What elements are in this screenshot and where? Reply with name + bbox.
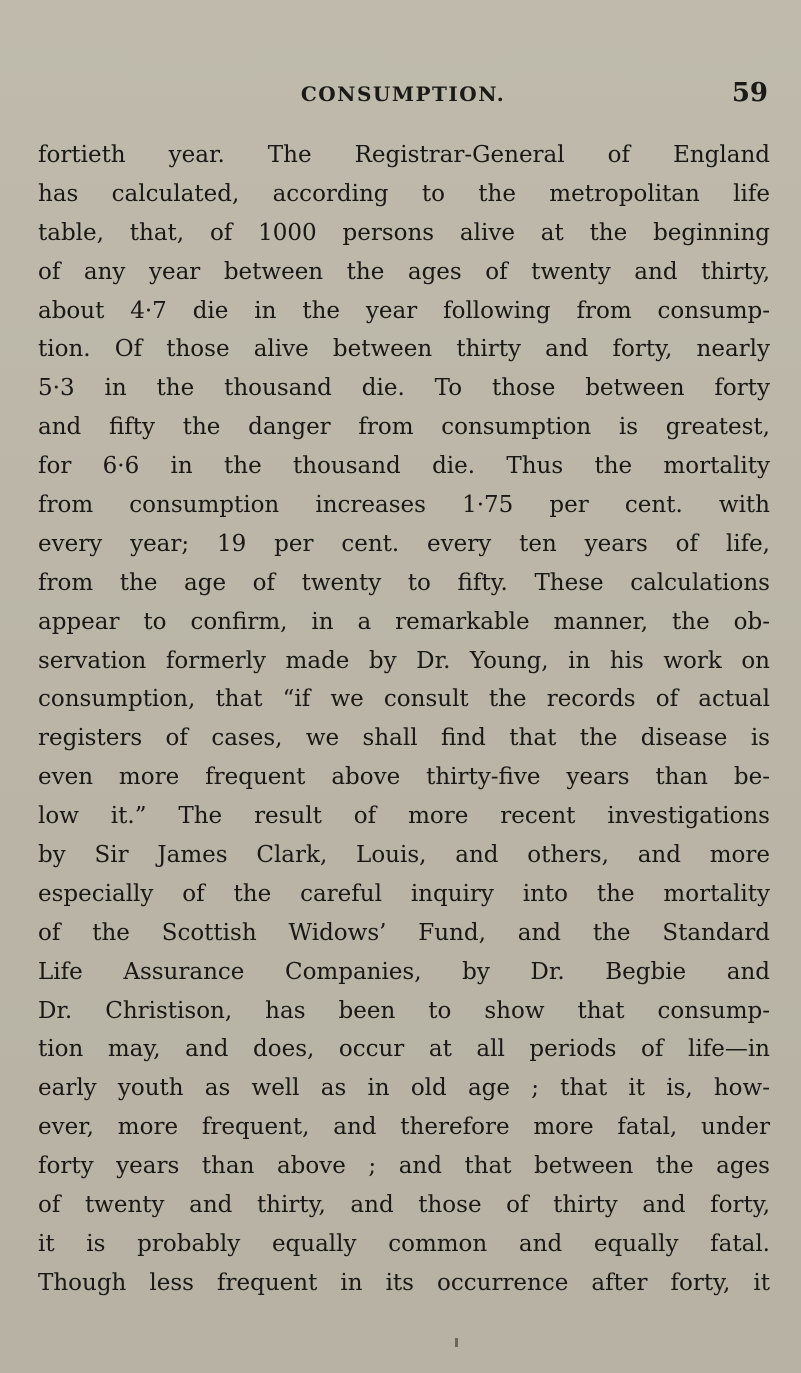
text-line: fortieth year. The Registrar-General of England — [38, 142, 770, 168]
text-line: appear to confirm, in a remarkable manner, the ob- — [38, 608, 770, 635]
text-line: consumption, that “if we consult the records of actual — [38, 686, 770, 713]
print-fleck — [455, 1338, 458, 1347]
text-line: and fifty the danger from consumption is greatest, — [38, 414, 770, 441]
text-line: by Sir James Clark, Louis, and others, and more — [38, 842, 770, 869]
text-line: it is probably equally common and equally fatal. — [38, 1230, 770, 1257]
text-line: 5·3 in the thousand die. To those between forty — [38, 375, 770, 402]
text-line: every year; 19 per cent. every ten years of life, — [38, 530, 770, 557]
running-title: CONSUMPTION. — [300, 82, 506, 106]
text-line: Though less frequent in its occurrence after forty, it — [38, 1269, 770, 1296]
text-line: has calculated, according to the metropolitan life — [38, 180, 770, 207]
text-line: of twenty and thirty, and those of thirty and forty, — [38, 1192, 770, 1219]
text-line: about 4·7 die in the year following from consump- — [38, 297, 770, 324]
text-line: from consumption increases 1·75 per cent. with — [38, 492, 770, 519]
text-line: registers of cases, we shall find that the disease is — [38, 725, 770, 752]
text-line: Dr. Christison, has been to show that consump- — [38, 997, 770, 1024]
text-line: table, that, of 1000 persons alive at the beginning — [38, 219, 770, 246]
running-head — [38, 78, 768, 108]
text-line: of any year between the ages of twenty and thirty, — [38, 258, 770, 285]
text-line: servation formerly made by Dr. Young, in his work on — [38, 647, 770, 674]
page-number: 59 — [731, 78, 768, 108]
text-line: even more frequent above thirty-five years than be- — [38, 764, 770, 791]
text-line: low it.” The result of more recent investigations — [38, 803, 770, 830]
text-line: of the Scottish Widows’ Fund, and the Standard — [38, 919, 770, 946]
body-text — [38, 136, 770, 1303]
text-line: for 6·6 in the thousand die. Thus the mortality — [38, 453, 770, 480]
text-line: tion may, and does, occur at all periods of life—in — [38, 1036, 770, 1063]
text-line: tion. Of those alive between thirty and forty, nearly — [38, 336, 770, 363]
text-line: early youth as well as in old age ; that it is, how- — [38, 1075, 770, 1102]
text-line: ever, more frequent, and therefore more fatal, under — [38, 1114, 770, 1141]
text-line: from the age of twenty to fifty. These calculations — [38, 569, 770, 596]
text-line: forty years than above ; and that between the ages — [38, 1153, 770, 1180]
text-line: Life Assurance Companies, by Dr. Begbie and — [38, 958, 770, 985]
text-line: especially of the careful inquiry into the mortality — [38, 880, 770, 907]
